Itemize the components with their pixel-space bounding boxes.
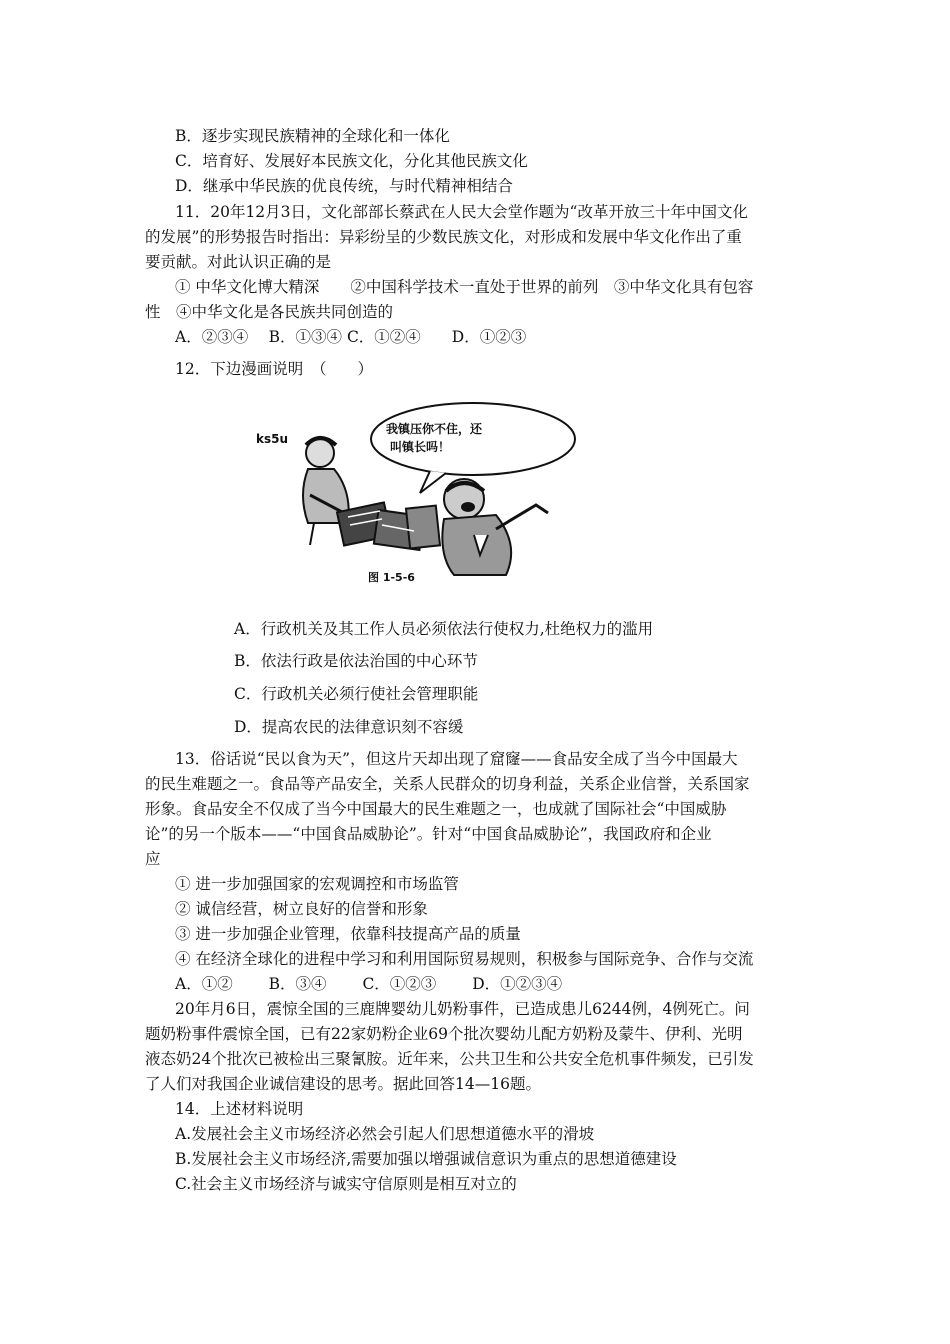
- question-11-stem: 11．20年12月3日，文化部部长蔡武在人民大会堂作题为“改革开放三十年中国文化: [175, 203, 748, 221]
- statement-3-q13: ③ 进一步加强企业管理，依靠科技提高产品的质量: [175, 925, 521, 943]
- option-a-q12: A．行政机关及其工作人员必须依法行使权力,杜绝权力的滥用: [234, 620, 654, 638]
- option-a-q14: A.发展社会主义市场经济必然会引起人们思想道德水平的滑坡: [175, 1125, 595, 1143]
- speech-bubble: [371, 403, 575, 475]
- option-c-q14: C.社会主义市场经济与诚实守信原则是相互对立的: [175, 1175, 517, 1193]
- material-paragraph-line3: 液态奶24个批次已被检出三聚氰胺。近年来，公共卫生和公共安全危机事件频发，已引发: [145, 1050, 754, 1068]
- statement-4-q13: ④ 在经济全球化的进程中学习和利用国际贸易规则，积极参与国际竞争、合作与交流: [175, 950, 754, 968]
- official-figure: [442, 479, 548, 575]
- figure-caption: 图 1-5-6: [368, 571, 415, 584]
- question-13-stem-line5: 应: [145, 850, 161, 868]
- question-13-stem: 13．俗话说“民以食为天”，但这片天却出现了窟窿——食品安全成了当今中国最大: [175, 750, 738, 768]
- speech-line-2: 叫镇长吗！: [390, 440, 451, 454]
- material-paragraph: 20年月6日，震惊全国的三鹿牌婴幼儿奶粉事件，已造成患儿6244例，4例死亡。问: [175, 1000, 750, 1018]
- question-11-options: A．②③④ B．①③④ C．①②④ D．①②③: [175, 328, 527, 346]
- cartoon-figure: [248, 395, 596, 587]
- cartoon-watermark: ks5u: [256, 432, 289, 446]
- question-11-statements: ① 中华文化博大精深 ②中国科学技术一直处于世界的前列 ③中华文化具有包容: [175, 278, 754, 296]
- option-b-q10: B．逐步实现民族精神的全球化和一体化: [175, 127, 450, 145]
- option-b-q12: B．依法行政是依法治国的中心环节: [234, 652, 478, 670]
- question-13-stem-line4: 论”的另一个版本——“中国食品威胁论”。针对“中国食品威胁论”，我国政府和企业: [145, 825, 712, 843]
- question-12-stem: 12．下边漫画说明 （ ）: [175, 360, 373, 378]
- statement-2-q13: ② 诚信经营，树立良好的信誉和形象: [175, 900, 428, 918]
- papers-stack: [337, 502, 440, 550]
- speech-line-1: 我镇压你不住，还: [386, 422, 483, 436]
- option-d-q10: D．继承中华民族的优良传统，与时代精神相结合: [175, 177, 513, 195]
- question-11-stem-line2: 的发展”的形势报告时指出：异彩纷呈的少数民族文化，对形成和发展中华文化作出了重: [145, 228, 742, 246]
- speech-bubble-tail: [420, 471, 446, 493]
- question-11-statements-line2: 性 ④中华文化是各民族共同创造的: [145, 303, 394, 321]
- question-14-stem: 14．上述材料说明: [175, 1100, 304, 1118]
- question-13-stem-line3: 形象。食品安全不仅成了当今中国最大的民生难题之一，也成就了国际社会“中国威胁: [145, 800, 727, 818]
- option-c-q10: C．培育好、发展好本民族文化，分化其他民族文化: [175, 152, 528, 170]
- option-c-q12: C．行政机关必须行使社会管理职能: [234, 685, 479, 703]
- question-13-stem-line2: 的民生难题之一。食品等产品安全，关系人民群众的切身利益，关系企业信誉，关系国家: [145, 775, 750, 793]
- option-b-q14: B.发展社会主义市场经济,需要加强以增强诚信意识为重点的思想道德建设: [175, 1150, 677, 1168]
- option-d-q12: D．提高农民的法律意识刻不容缓: [234, 718, 464, 736]
- statement-1-q13: ① 进一步加强国家的宏观调控和市场监管: [175, 875, 459, 893]
- question-11-stem-line3: 要贡献。对此认识正确的是: [145, 253, 332, 271]
- material-paragraph-line2: 题奶粉事件震惊全国，已有22家奶粉企业69个批次婴幼儿配方奶粉及蒙牛、伊利、光明: [145, 1025, 743, 1043]
- material-paragraph-line4: 了人们对我国企业诚信建设的思考。据此回答14—16题。: [145, 1075, 541, 1093]
- options-q13: A．①② B．③④ C．①②③ D．①②③④: [175, 975, 563, 993]
